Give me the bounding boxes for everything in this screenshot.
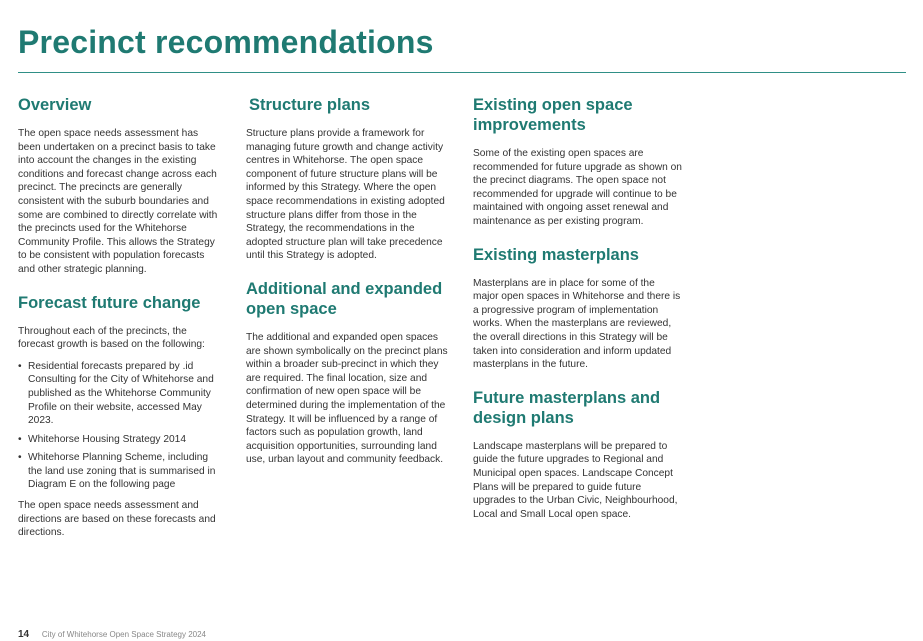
section-forecast-future-change: [18, 293, 223, 540]
document-name: City of Whitehorse Open Space Strategy 2024: [41, 630, 206, 639]
paragraph-additional-open-space: The additional and expanded open spaces are shown symbolically on the precinct plans within a broader sub-precinct in which they are required. The final location, size and confirmation of new open space will be determined during the implementation of the Strategy. It will be influenced by a range of factors such as population growth, land acquisition opportunities, surrounding land use, urban layout and community feedback.: [246, 331, 448, 466]
heading-future-masterplans: Future masterplans and design plans: [473, 388, 661, 427]
paragraph-existing-masterplans: Masterplans are in place for some of the major open spaces in Whitehorse and there is a progressive program of implementation works. When the masterplans are reviewed, the overall directions in this Strategy will be taken into consideration and inform updated masterplans in the future.: [473, 277, 681, 371]
paragraph-structure-plans: Structure plans provide a framework for managing future growth and change activity centres in Whitehorse. The open space component of future structure plans will be informed by this Strategy. Where the open space recommendations in existing adopted structure plans differ from those in the Strategy, the recommendations in the adopted structure plan will take precedence until this Strategy is adopted.: [246, 128, 445, 262]
page-footer: [18, 629, 206, 641]
section-existing-masterplans: [473, 245, 683, 372]
forecast-bullet-list: [18, 360, 223, 492]
column-left: [18, 95, 223, 556]
heading-forecast-future-change: Forecast future change: [18, 293, 201, 312]
paragraph-overview: The open space needs assessment has been undertaken on a precinct basis to take into account the changes in the existing conditions and forecast change across each precinct. The precincts are generally consistent with the suburb boundaries and some are combined to directly correlate with the precincts used for the Whitehorse Community Profile. This allows the Strategy to be consistent with population forecasts and other strategic planning.: [18, 128, 218, 275]
column-middle: [246, 95, 451, 483]
list-item: • Residential forecasts prepared by .id Consulting for the City of Whitehorse and published as the Whitehorse Community Profile on their website, accessed May 2023.: [18, 360, 223, 428]
section-future-masterplans: [473, 388, 683, 522]
section-additional-open-space: [246, 279, 451, 467]
paragraph-existing-improvements: Some of the existing open spaces are recommended for future upgrade as shown on the precinct diagrams. The open space not recommended for upgrade will continue to be maintained with ongoing asset renewal and maintenance as per existing program.: [473, 148, 682, 227]
section-existing-improvements: [473, 95, 683, 229]
heading-existing-masterplans: Existing masterplans: [473, 245, 639, 264]
heading-additional-open-space: Additional and expanded open space: [246, 279, 443, 318]
heading-structure-plans: Structure plans: [249, 96, 371, 114]
section-structure-plans: [246, 95, 451, 263]
page-number: 14: [18, 629, 30, 640]
paragraph-forecast-intro: Throughout each of the precincts, the forecast growth is based on the following:: [18, 325, 205, 351]
paragraph-future-masterplans: Landscape masterplans will be prepared to guide the future upgrades to Regional and Municipal open spaces. Landscape Concept Plans will be prepared to guide future upgrades to the Urban Civic, Neighbourhood, Local and Small Local open space.: [473, 440, 678, 520]
list-item: • Whitehorse Planning Scheme, including the land use zoning that is summarised in Diagram E on the following page: [18, 451, 223, 492]
title-divider: [18, 72, 906, 73]
heading-existing-improvements: Existing open space improvements: [473, 96, 633, 134]
column-right: [473, 95, 683, 537]
section-overview: [18, 95, 223, 277]
heading-overview: Overview: [18, 96, 92, 114]
list-item: • Whitehorse Housing Strategy 2014: [18, 433, 223, 447]
paragraph-forecast-closing: The open space needs assessment and directions are based on these forecasts and directions.: [18, 500, 216, 539]
page-title: Precinct recommendations: [18, 24, 434, 60]
